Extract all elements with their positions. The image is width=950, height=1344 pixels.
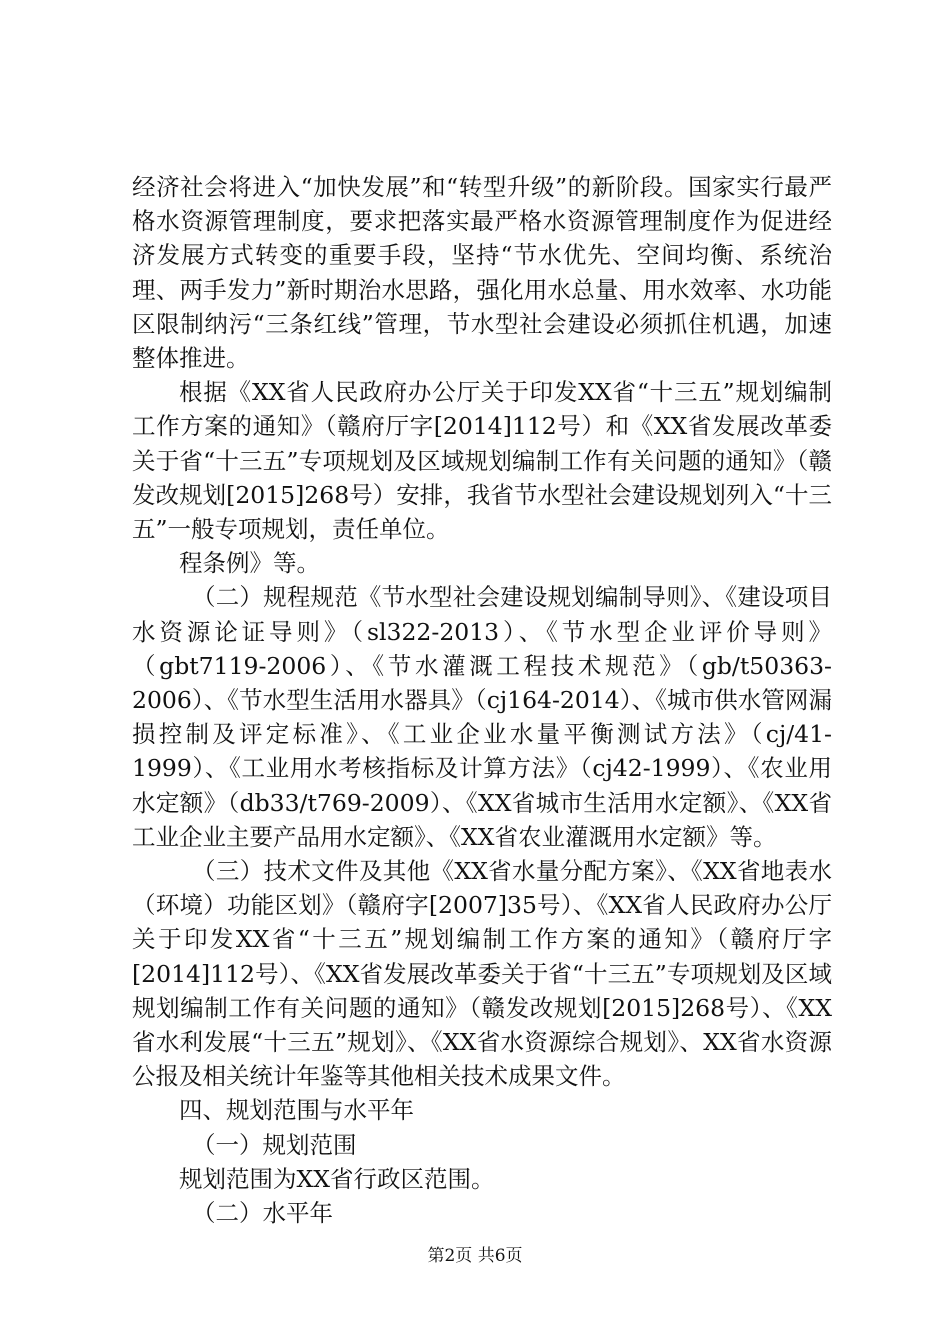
subheading-horizon-year: （二）水平年 <box>192 1199 333 1228</box>
paragraph-regulations-tail: 程条例》等。 <box>179 549 320 578</box>
subheading-planning-scope: （一）规划范围 <box>192 1130 357 1159</box>
paragraph-intro: 经济社会将进入“加快发展”和“转型升级”的新阶段。国家实行最严格水资源管理制度，要求把落实最严格水资源管理制度作为促进经济发展方式转变的重要手段，坚持“节水优先、空间均衡、系统治理、两手发力”新时期治水思路，强化用水总量、用水效率、水功能区限制纳污“三条红线”管理，节水型社会建设必须抓住机遇，加速整体推进。 <box>132 173 832 373</box>
page-footer: 第2页 共6页 <box>427 1246 523 1266</box>
document-body <box>132 170 832 1230</box>
paragraph-basis: 根据《XX省人民政府办公厅关于印发XX省“十三五”规划编制工作方案的通知》（赣府厅字[2014]112号）和《XX省发展改革委关于省“十三五”专项规划及区域规划编制工作有关问题的通知》（赣发改规划[2015]268号）安排，我省节水型社会建设规划列入“十三五”一般专项规划，责任单位。 <box>132 378 832 544</box>
section-heading-scope: 四、规划范围与水平年 <box>179 1096 414 1125</box>
paragraph-standards: （二）规程规范《节水型社会建设规划编制导则》、《建设项目水资源论证导则》（sl322-2013）、《节水型企业评价导则》（gbt7119-2006）、《节水灌溉工程技术规范》（gb/t50363-2006）、《节水型生活用水器具》（cj164-2014）、《城市供水管网漏损控制及评定标准》、《工业企业水量平衡测试方法》（cj/41-1999）、《工业用水考核指标及计算方法》（cj42-1999）、《农业用水定额》（db33/t769-2009）、《XX省城市生活用水定额》、《XX省工业企业主要产品用水定额》、《XX省农业灌溉用水定额》等。 <box>132 583 832 851</box>
paragraph-scope-content: 规划范围为XX省行政区范围。 <box>179 1164 495 1193</box>
paragraph-technical-documents: （三）技术文件及其他《XX省水量分配方案》、《XX省地表水（环境）功能区划》（赣府字[2007]35号）、《XX省人民政府办公厅关于印发XX省“十三五”规划编制工作方案的通知》（赣府厅字[2014]112号）、《XX省发展改革委关于省“十三五”专项规划及区域规划编制工作有关问题的通知》（赣发改规划[2015]268号）、《XX省水利发展“十三五”规划》、《XX省水资源综合规划》、XX省水资源公报及相关统计年鉴等其他相关技术成果文件。 <box>132 857 832 1091</box>
